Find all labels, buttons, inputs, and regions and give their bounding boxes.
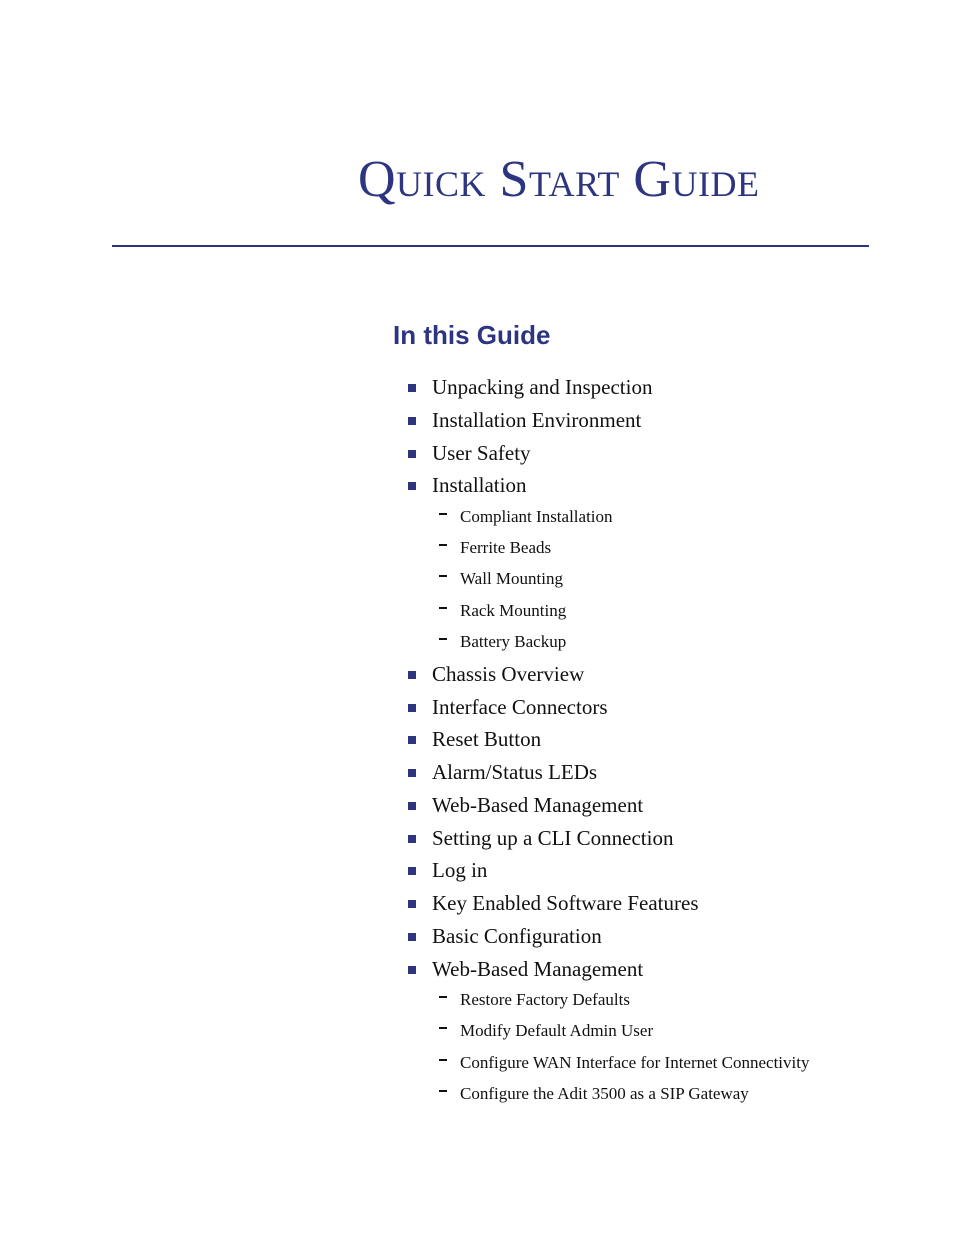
toc-item: Web-Based Management [432, 957, 644, 981]
toc-item: Alarm/Status LEDs [432, 760, 598, 784]
toc-subitem: Ferrite Beads [460, 538, 552, 557]
toc-item: Reset Button [432, 727, 542, 751]
dash-bullet-icon [439, 575, 447, 577]
dash-bullet-icon [439, 607, 447, 609]
square-bullet-icon [408, 933, 416, 941]
dash-bullet-icon [439, 1059, 447, 1061]
toc-subitem: Wall Mounting [460, 569, 563, 588]
square-bullet-icon [408, 417, 416, 425]
dash-bullet-icon [439, 1027, 447, 1029]
toc-item: Installation Environment [432, 408, 642, 432]
square-bullet-icon [408, 736, 416, 744]
square-bullet-icon [408, 482, 416, 490]
toc-item: Web-Based Management [432, 793, 644, 817]
dash-bullet-icon [439, 996, 447, 998]
square-bullet-icon [408, 704, 416, 712]
toc-subitem: Compliant Installation [460, 507, 613, 526]
square-bullet-icon [408, 966, 416, 974]
dash-bullet-icon [439, 1090, 447, 1092]
toc-item: Basic Configuration [432, 924, 602, 948]
dash-bullet-icon [439, 513, 447, 515]
square-bullet-icon [408, 867, 416, 875]
section-heading: In this Guide [393, 320, 551, 350]
toc-subitem: Restore Factory Defaults [460, 990, 630, 1009]
toc-subitem: Battery Backup [460, 632, 567, 651]
toc-subitem: Rack Mounting [460, 601, 567, 620]
square-bullet-icon [408, 802, 416, 810]
square-bullet-icon [408, 384, 416, 392]
toc-item: User Safety [432, 441, 531, 465]
square-bullet-icon [408, 900, 416, 908]
toc-subitem: Configure WAN Interface for Internet Connectivity [460, 1053, 810, 1072]
toc-item: Interface Connectors [432, 695, 608, 719]
toc-subitem: Modify Default Admin User [460, 1021, 654, 1040]
square-bullet-icon [408, 450, 416, 458]
page-title: Quick Start Guide [358, 151, 760, 208]
toc-item: Setting up a CLI Connection [432, 826, 674, 850]
dash-bullet-icon [439, 638, 447, 640]
toc-item: Unpacking and Inspection [432, 375, 653, 399]
toc-item: Installation [432, 473, 527, 497]
square-bullet-icon [408, 769, 416, 777]
dash-bullet-icon [439, 544, 447, 546]
toc-item: Chassis Overview [432, 662, 585, 686]
toc-item: Log in [432, 858, 488, 882]
toc-item: Key Enabled Software Features [432, 891, 699, 915]
square-bullet-icon [408, 835, 416, 843]
square-bullet-icon [408, 671, 416, 679]
toc-subitem: Configure the Adit 3500 as a SIP Gateway [460, 1084, 749, 1103]
